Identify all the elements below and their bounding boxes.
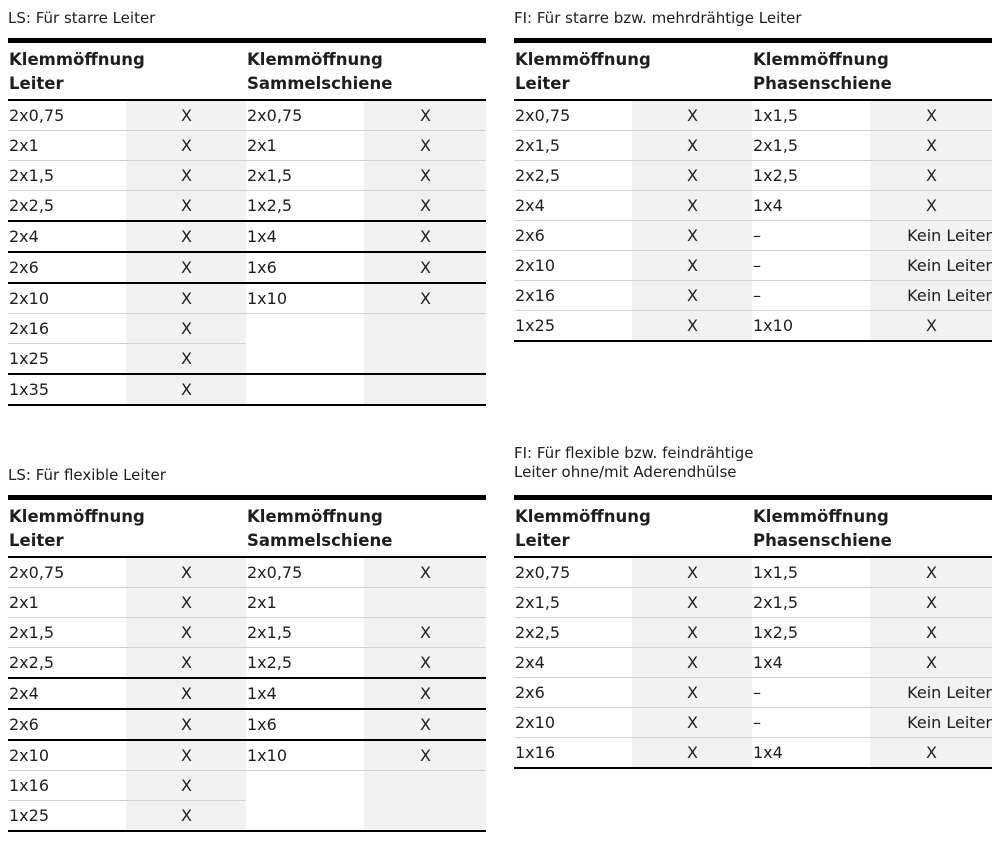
header-line: Phasenschiene (753, 74, 892, 93)
mark-cell: Kein Leiter (870, 281, 992, 311)
mark-cell: X (632, 557, 752, 588)
size-cell (246, 314, 364, 344)
table-row (514, 708, 992, 738)
size-cell: 2x0,75 (514, 100, 632, 131)
column-header-leiter (514, 500, 752, 557)
size-cell: – (752, 221, 870, 251)
size-cell: 1x4 (246, 678, 364, 709)
table-row (8, 588, 486, 618)
table-fi-starre-leiter (514, 9, 992, 342)
data-table (8, 43, 486, 406)
table-row (8, 252, 486, 283)
table-row (514, 557, 992, 588)
mark-cell: X (126, 618, 246, 648)
mark-cell: X (364, 740, 486, 771)
mark-cell: X (632, 708, 752, 738)
mark-cell: X (364, 678, 486, 709)
mark-cell: X (870, 191, 992, 221)
table-row (8, 618, 486, 648)
size-cell: 2x1 (246, 588, 364, 618)
size-cell: 1x4 (752, 648, 870, 678)
size-cell: 1x10 (246, 283, 364, 314)
mark-cell: X (632, 618, 752, 648)
mark-cell: X (364, 709, 486, 740)
mark-cell: X (632, 161, 752, 191)
size-cell: 2x10 (8, 740, 126, 771)
mark-cell: X (126, 314, 246, 344)
mark-cell: X (632, 678, 752, 708)
table-row (8, 801, 486, 832)
column-header-schiene (752, 43, 992, 100)
header-line: Leiter (9, 531, 64, 550)
size-cell: 1x2,5 (752, 161, 870, 191)
table-row (8, 374, 486, 405)
size-cell: – (752, 281, 870, 311)
table-caption: FI: Für starre bzw. mehrdrähtige Leiter (514, 9, 802, 27)
size-cell: 2x2,5 (514, 161, 632, 191)
size-cell: 1x4 (752, 191, 870, 221)
mark-cell: X (870, 161, 992, 191)
table-row (8, 771, 486, 801)
mark-cell: Kein Leiter (870, 251, 992, 281)
table-row (514, 738, 992, 769)
mark-cell: X (364, 221, 486, 252)
table-row (8, 557, 486, 588)
size-cell: 2x2,5 (514, 618, 632, 648)
mark-cell: X (126, 678, 246, 709)
column-header-schiene (246, 500, 486, 557)
table-row (8, 131, 486, 161)
table-row (514, 588, 992, 618)
table-row (514, 281, 992, 311)
size-cell: 2x6 (514, 678, 632, 708)
table-row (514, 251, 992, 281)
size-cell: 2x1 (246, 131, 364, 161)
data-table (8, 500, 486, 832)
size-cell: – (752, 708, 870, 738)
mark-cell: X (364, 283, 486, 314)
mark-cell: X (364, 618, 486, 648)
size-cell: 1x25 (514, 311, 632, 342)
table-row (8, 314, 486, 344)
size-cell: 2x0,75 (8, 100, 126, 131)
mark-cell: X (870, 738, 992, 769)
mark-cell: X (632, 100, 752, 131)
mark-cell: X (126, 191, 246, 222)
mark-cell: Kein Leiter (870, 678, 992, 708)
header-line: Klemmöffnung (9, 507, 145, 526)
header-line: Klemmöffnung (515, 507, 651, 526)
mark-cell: X (870, 557, 992, 588)
size-cell: 2x4 (8, 678, 126, 709)
mark-cell: X (126, 648, 246, 679)
table-row (514, 221, 992, 251)
mark-cell: X (126, 344, 246, 375)
column-header-schiene (752, 500, 992, 557)
mark-cell: X (870, 131, 992, 161)
size-cell: 1x35 (8, 374, 126, 405)
size-cell: 2x0,75 (8, 557, 126, 588)
table-header-row (514, 43, 992, 100)
table-row (514, 131, 992, 161)
table-header-row (514, 500, 992, 557)
size-cell: 1x2,5 (246, 648, 364, 679)
size-cell: 2x2,5 (8, 191, 126, 222)
mark-cell: X (126, 771, 246, 801)
header-line: Leiter (515, 531, 570, 550)
mark-cell: X (126, 588, 246, 618)
header-line: Klemmöffnung (515, 50, 651, 69)
mark-cell: X (870, 588, 992, 618)
size-cell: 2x10 (514, 251, 632, 281)
size-cell: 2x2,5 (8, 648, 126, 679)
mark-cell: X (126, 131, 246, 161)
header-line: Klemmöffnung (753, 507, 889, 526)
size-cell: 2x10 (8, 283, 126, 314)
table-caption: LS: Für starre Leiter (8, 9, 156, 27)
mark-cell: X (126, 100, 246, 131)
mark-cell: X (632, 281, 752, 311)
mark-cell: X (364, 648, 486, 679)
mark-cell: X (126, 557, 246, 588)
mark-cell: X (870, 311, 992, 342)
mark-cell: X (632, 191, 752, 221)
table-ls-flexible-leiter (8, 466, 486, 832)
size-cell: 2x1 (8, 131, 126, 161)
size-cell: 1x25 (8, 344, 126, 375)
size-cell: 2x4 (8, 221, 126, 252)
column-header-schiene (246, 43, 486, 100)
size-cell: – (752, 678, 870, 708)
mark-cell (364, 588, 486, 618)
size-cell: 2x6 (8, 709, 126, 740)
size-cell: 2x10 (514, 708, 632, 738)
size-cell: – (752, 251, 870, 281)
header-line: Phasenschiene (753, 531, 892, 550)
mark-cell: X (364, 557, 486, 588)
size-cell (246, 771, 364, 801)
mark-cell: X (364, 191, 486, 222)
size-cell (246, 801, 364, 832)
table-caption: FI: Für flexible bzw. feindrähtige Leiter ohne/mit Aderendhülse (514, 444, 754, 481)
size-cell: 2x0,75 (246, 557, 364, 588)
table-header-row (8, 500, 486, 557)
mark-cell: X (632, 738, 752, 769)
size-cell: 1x16 (8, 771, 126, 801)
header-line: Sammelschiene (247, 531, 393, 550)
column-header-leiter (514, 43, 752, 100)
mark-cell: X (126, 709, 246, 740)
size-cell: 2x16 (514, 281, 632, 311)
size-cell: 2x4 (514, 648, 632, 678)
header-line: Leiter (9, 74, 64, 93)
table-row (8, 283, 486, 314)
mark-cell: X (126, 740, 246, 771)
size-cell: 2x6 (514, 221, 632, 251)
table-row (514, 311, 992, 342)
table-row (8, 678, 486, 709)
header-line: Klemmöffnung (247, 50, 383, 69)
size-cell: 1x6 (246, 252, 364, 283)
mark-cell: X (364, 100, 486, 131)
mark-cell: X (126, 221, 246, 252)
mark-cell: X (364, 131, 486, 161)
table-row (8, 191, 486, 222)
size-cell: 2x1 (8, 588, 126, 618)
size-cell: 2x0,75 (514, 557, 632, 588)
column-header-leiter (8, 43, 246, 100)
table-ls-starre-leiter (8, 9, 486, 406)
size-cell: 2x16 (8, 314, 126, 344)
mark-cell: Kein Leiter (870, 221, 992, 251)
data-table (514, 43, 992, 342)
table-row (8, 161, 486, 191)
mark-cell: X (870, 618, 992, 648)
table-row (514, 100, 992, 131)
table-caption: LS: Für flexible Leiter (8, 466, 166, 484)
size-cell: 2x1,5 (752, 588, 870, 618)
mark-cell: X (126, 161, 246, 191)
mark-cell: X (632, 131, 752, 161)
size-cell: 1x4 (246, 221, 364, 252)
header-line: Leiter (515, 74, 570, 93)
mark-cell: X (632, 311, 752, 342)
mark-cell (364, 374, 486, 405)
table-row (514, 161, 992, 191)
mark-cell: X (632, 588, 752, 618)
size-cell: 2x1,5 (752, 131, 870, 161)
size-cell: 1x1,5 (752, 557, 870, 588)
size-cell: 1x10 (752, 311, 870, 342)
mark-cell: X (632, 648, 752, 678)
table-row (8, 221, 486, 252)
table-row (514, 678, 992, 708)
size-cell: 2x0,75 (246, 100, 364, 131)
size-cell: 2x1,5 (8, 161, 126, 191)
size-cell: 1x2,5 (752, 618, 870, 648)
table-row (8, 344, 486, 375)
header-line: Sammelschiene (247, 74, 393, 93)
mark-cell: X (632, 221, 752, 251)
header-line: Klemmöffnung (247, 507, 383, 526)
mark-cell (364, 314, 486, 344)
mark-cell: X (364, 252, 486, 283)
size-cell: 2x4 (514, 191, 632, 221)
size-cell: 2x1,5 (514, 131, 632, 161)
table-fi-flexible-leiter (514, 444, 992, 769)
mark-cell: X (126, 252, 246, 283)
size-cell: 1x25 (8, 801, 126, 832)
table-row (514, 648, 992, 678)
mark-cell: X (126, 374, 246, 405)
table-row (8, 709, 486, 740)
table-row (514, 618, 992, 648)
size-cell: 2x1,5 (514, 588, 632, 618)
header-line: Klemmöffnung (9, 50, 145, 69)
size-cell: 2x6 (8, 252, 126, 283)
size-cell: 1x6 (246, 709, 364, 740)
size-cell (246, 374, 364, 405)
size-cell: 1x10 (246, 740, 364, 771)
size-cell: 2x1,5 (246, 161, 364, 191)
size-cell: 1x16 (514, 738, 632, 769)
size-cell: 2x1,5 (246, 618, 364, 648)
size-cell: 1x1,5 (752, 100, 870, 131)
table-header-row (8, 43, 486, 100)
header-line: Klemmöffnung (753, 50, 889, 69)
mark-cell: X (364, 161, 486, 191)
size-cell: 2x1,5 (8, 618, 126, 648)
table-row (8, 740, 486, 771)
size-cell: 1x4 (752, 738, 870, 769)
column-header-leiter (8, 500, 246, 557)
data-table (514, 500, 992, 769)
mark-cell: X (126, 801, 246, 832)
mark-cell: X (632, 251, 752, 281)
table-row (514, 191, 992, 221)
table-row (8, 648, 486, 679)
mark-cell: X (870, 100, 992, 131)
size-cell (246, 344, 364, 375)
mark-cell (364, 801, 486, 832)
mark-cell (364, 771, 486, 801)
table-row (8, 100, 486, 131)
mark-cell: X (126, 283, 246, 314)
mark-cell: X (870, 648, 992, 678)
size-cell: 1x2,5 (246, 191, 364, 222)
mark-cell (364, 344, 486, 375)
mark-cell: Kein Leiter (870, 708, 992, 738)
